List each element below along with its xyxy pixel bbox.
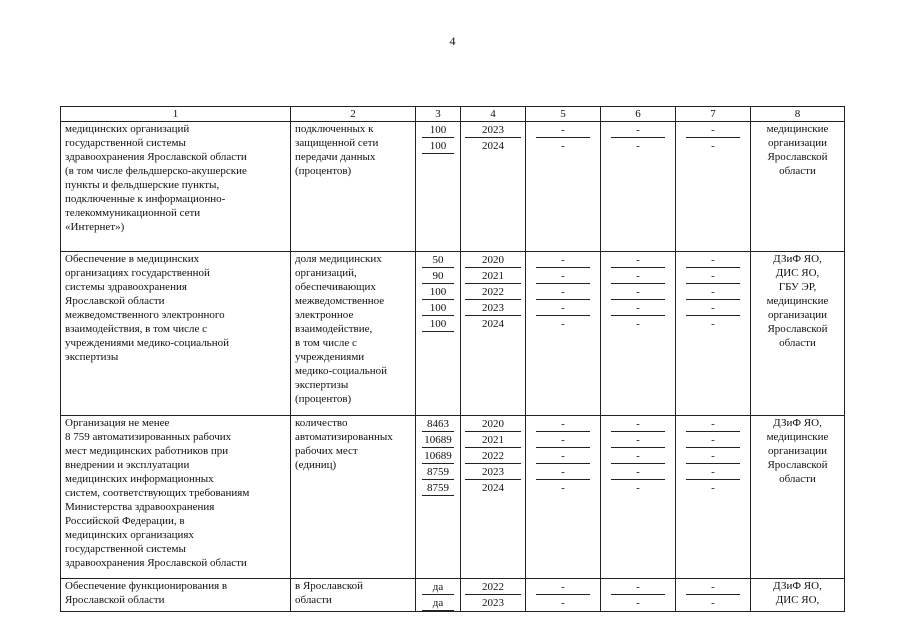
col6-value: - xyxy=(611,464,665,480)
target-value: 100 xyxy=(422,122,454,138)
table-row xyxy=(61,252,845,416)
col6-value: - xyxy=(611,122,665,138)
executors: ДЗиФ ЯО, ДИС ЯО, xyxy=(773,580,822,606)
target-value: 50 xyxy=(422,252,454,268)
col7-value: - xyxy=(711,596,715,609)
col7-value: - xyxy=(686,448,740,464)
target-value: 90 xyxy=(422,268,454,284)
col5-value: - xyxy=(536,464,590,480)
table-row xyxy=(61,416,845,579)
col6-value: - xyxy=(636,317,640,330)
col6-value: - xyxy=(636,596,640,609)
measure-name: Организация не менее 8 759 автоматизированных рабочих мест медицинских работников при внедрении и эксплуатации медицинских информационных систем, соответствующих требованиям Министерства здравоохранения Российской Федерации, в медицинских организациях государственной системы здравоохранения Ярославской области xyxy=(65,417,250,569)
year-value: 2024 xyxy=(482,139,504,152)
year-value: 2023 xyxy=(465,464,521,480)
year-value: 2022 xyxy=(465,579,521,595)
year-value: 2021 xyxy=(465,432,521,448)
column-header-3: 3 xyxy=(416,107,461,122)
indicator-name: подключенных к защищенной сети передачи данных (процентов) xyxy=(295,123,379,177)
col5-value: - xyxy=(536,284,590,300)
col7-value: - xyxy=(711,481,715,494)
measure-name: Обеспечение в медицинских организациях государственной системы здравоохранения Ярославской области межведомственного электронного взаимодействия, в том числе с учреждениями медико-социальной экспертизы xyxy=(65,253,229,363)
col7-value: - xyxy=(711,317,715,330)
year-value: 2020 xyxy=(465,416,521,432)
target-value: 100 xyxy=(422,138,454,154)
indicator-name: количество автоматизированных рабочих мест (единиц) xyxy=(295,417,393,471)
col6-value: - xyxy=(636,481,640,494)
col7-value: - xyxy=(686,432,740,448)
target-value: 100 xyxy=(422,300,454,316)
col7-value: - xyxy=(686,464,740,480)
col6-value: - xyxy=(611,448,665,464)
measures-table xyxy=(60,106,845,612)
target-value: да xyxy=(422,579,454,595)
target-value: 10689 xyxy=(422,432,454,448)
executors: ДЗиФ ЯО, ДИС ЯО, ГБУ ЭР, медицинские организации Ярославской области xyxy=(766,253,829,349)
col6-value: - xyxy=(611,284,665,300)
col5-value: - xyxy=(536,432,590,448)
measure-name: медицинских организаций государственной системы здравоохранения Ярославской области (в том числе фельдшерско-акушерские пункты и фельдшерские пункты, подключенные к информационно- телекоммуникационной сети «Интернет») xyxy=(65,123,247,233)
col6-value: - xyxy=(611,432,665,448)
col6-value: - xyxy=(611,579,665,595)
target-value: 100 xyxy=(422,316,454,332)
col5-value: - xyxy=(561,317,565,330)
col7-value: - xyxy=(686,268,740,284)
measure-name: Обеспечение функционирования в Ярославской области xyxy=(65,580,228,606)
header-row xyxy=(61,107,845,122)
col5-value: - xyxy=(536,252,590,268)
column-header-7: 7 xyxy=(676,107,751,122)
column-header-6: 6 xyxy=(601,107,676,122)
col7-value: - xyxy=(686,284,740,300)
year-value: 2023 xyxy=(465,122,521,138)
col6-value: - xyxy=(611,268,665,284)
indicator-name: в Ярославской области xyxy=(295,580,363,606)
col5-value: - xyxy=(536,122,590,138)
col5-value: - xyxy=(536,416,590,432)
column-header-1: 1 xyxy=(61,107,291,122)
col7-value: - xyxy=(686,579,740,595)
col5-value: - xyxy=(561,481,565,494)
col7-value: - xyxy=(686,252,740,268)
column-header-8: 8 xyxy=(751,107,845,122)
year-value: 2023 xyxy=(465,300,521,316)
col7-value: - xyxy=(711,139,715,152)
target-value: да xyxy=(422,595,454,611)
col5-value: - xyxy=(536,300,590,316)
column-header-5: 5 xyxy=(526,107,601,122)
col7-value: - xyxy=(686,300,740,316)
target-value: 10689 xyxy=(422,448,454,464)
target-value: 8759 xyxy=(422,464,454,480)
table-row xyxy=(61,122,845,252)
year-value: 2022 xyxy=(465,448,521,464)
column-header-4: 4 xyxy=(461,107,526,122)
col7-value: - xyxy=(686,416,740,432)
executors: медицинские организации Ярославской области xyxy=(766,123,829,177)
col5-value: - xyxy=(536,448,590,464)
executors: ДЗиФ ЯО, медицинские организации Ярославской области xyxy=(766,417,829,485)
target-value: 8463 xyxy=(422,416,454,432)
indicator-name: доля медицинских организаций, обеспечивающих межведомственное электронное взаимодействие, в том числе с учреждениями медико-социальной экспертизы (процентов) xyxy=(295,253,388,405)
col6-value: - xyxy=(636,139,640,152)
col6-value: - xyxy=(611,252,665,268)
col5-value: - xyxy=(561,596,565,609)
col5-value: - xyxy=(561,139,565,152)
table-row xyxy=(61,579,845,612)
target-value: 100 xyxy=(422,284,454,300)
year-value: 2022 xyxy=(465,284,521,300)
col6-value: - xyxy=(611,416,665,432)
year-value: 2021 xyxy=(465,268,521,284)
year-value: 2023 xyxy=(482,596,504,609)
col6-value: - xyxy=(611,300,665,316)
col5-value: - xyxy=(536,268,590,284)
col7-value: - xyxy=(686,122,740,138)
year-value: 2024 xyxy=(482,481,504,494)
col5-value: - xyxy=(536,579,590,595)
year-value: 2024 xyxy=(482,317,504,330)
year-value: 2020 xyxy=(465,252,521,268)
target-value: 8759 xyxy=(422,480,454,496)
column-header-2: 2 xyxy=(291,107,416,122)
page-number: 4 xyxy=(449,34,456,48)
